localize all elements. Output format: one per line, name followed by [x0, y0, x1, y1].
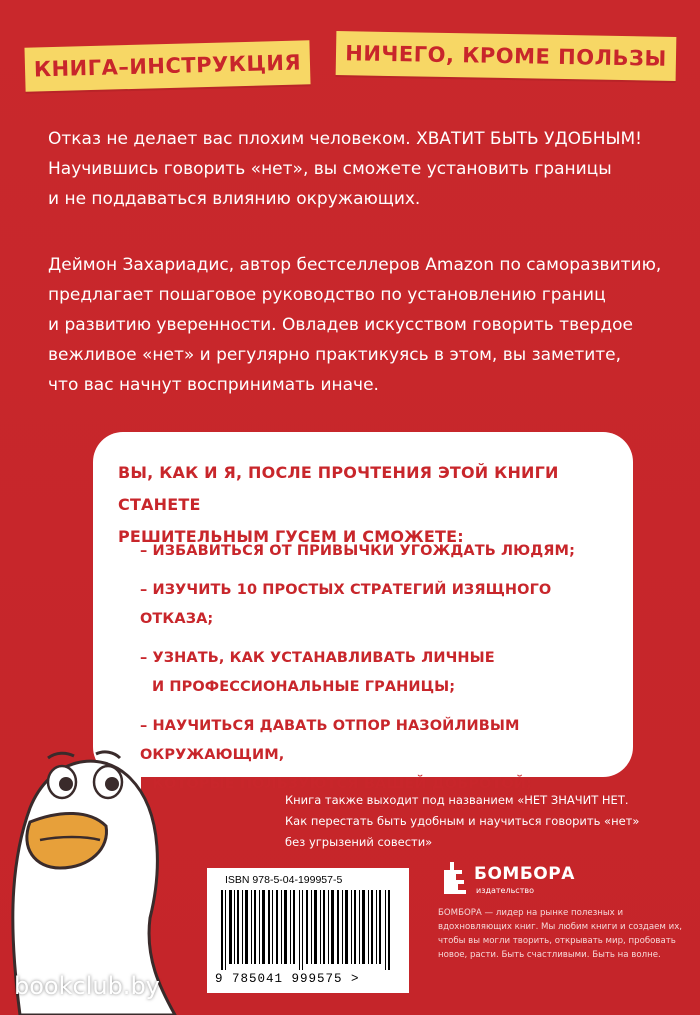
isbn-digits: 9 785041 999575 >: [215, 972, 360, 986]
alternate-title-line-3: без угрызений совести»: [285, 835, 433, 849]
benefit-item: – ИЗБАВИТЬСЯ ОТ ПРИВЫЧКИ УГОЖДАТЬ ЛЮДЯМ;: [140, 543, 575, 559]
benefit-item: – УЗНАТЬ, КАК УСТАНАВЛИВАТЬ ЛИЧНЫЕ: [140, 650, 495, 666]
benefit-item-continuation: КОТОРЫЕ ПОЛЬЗУЮТСЯ ВАШЕЙ ДОБРОТОЙ;: [152, 776, 532, 792]
alternate-title-note: [285, 790, 685, 853]
benefit-item-continuation: И ПРОФЕССИОНАЛЬНЫЕ ГРАНИЦЫ;: [152, 679, 456, 695]
intro-paragraph-2: Деймон Захариадис, автор бестселлеров Amazon по саморазвитию, предлагает пошаговое руководство по установлению границ и развитию уверенности. Овладев искусством говорить твердое вежливое «нет» и регулярно практикуясь в этом, вы заметите, что вас начнут воспринимать иначе.: [48, 255, 662, 395]
tag-book-instruction: [24, 40, 310, 91]
publisher-description: БОМБОРА — лидер на рынке полезных и вдохновляющих книг. Мы любим книги и создаем их, чтобы вы могли творить, открывать мир, пробовать новое, расти. Быть счастливыми. Быть на волне.: [438, 908, 683, 960]
goose-illustration: [0, 718, 230, 1015]
benefit-item: – ИЗУЧИТЬ 10 ПРОСТЫХ СТРАТЕГИЙ ИЗЯЩНОГО ОТКАЗА;: [140, 582, 552, 627]
site-watermark: bookclub.by: [14, 972, 160, 1000]
intro-paragraph-1: Отказ не делает вас плохим человеком. ХВАТИТ БЫТЬ УДОБНЫМ! Научившись говорить «нет», вы сможете установить границы и не поддаваться влиянию окружающих.: [48, 129, 642, 209]
bubble-heading-line-2: РЕШИТЕЛЬНЫМ ГУСЕМ И СМОЖЕТЕ:: [118, 527, 464, 546]
alternate-title-line-2: Как перестать быть удобным и научиться говорить «нет»: [285, 814, 640, 828]
benefit-item: – НАУЧИТЬСЯ ДАВАТЬ ОТПОР НАЗОЙЛИВЫМ ОКРУЖАЮЩИМ,: [140, 718, 520, 763]
publisher-name: БОМБОРА: [474, 864, 575, 884]
tag-right-label: НИЧЕГО, КРОМЕ ПОЛЬЗЫ: [345, 41, 667, 71]
publisher-subtitle: издательство: [476, 886, 534, 895]
barcode: [207, 868, 409, 993]
publisher-mark-icon: [440, 860, 470, 896]
barcode-bars: [221, 890, 397, 970]
tag-nothing-but-benefit: [336, 31, 677, 81]
publisher-logo: [440, 860, 620, 900]
bubble-heading-line-1: ВЫ, КАК И Я, ПОСЛЕ ПРОЧТЕНИЯ ЭТОЙ КНИГИ СТАНЕТЕ: [118, 463, 559, 514]
isbn-label: ISBN 978-5-04-199957-5: [225, 874, 343, 886]
tag-left-label: КНИГА–ИНСТРУКЦИЯ: [33, 50, 302, 82]
alternate-title-line-1: Книга также выходит под названием «НЕТ ЗНАЧИТ НЕТ.: [285, 793, 629, 807]
